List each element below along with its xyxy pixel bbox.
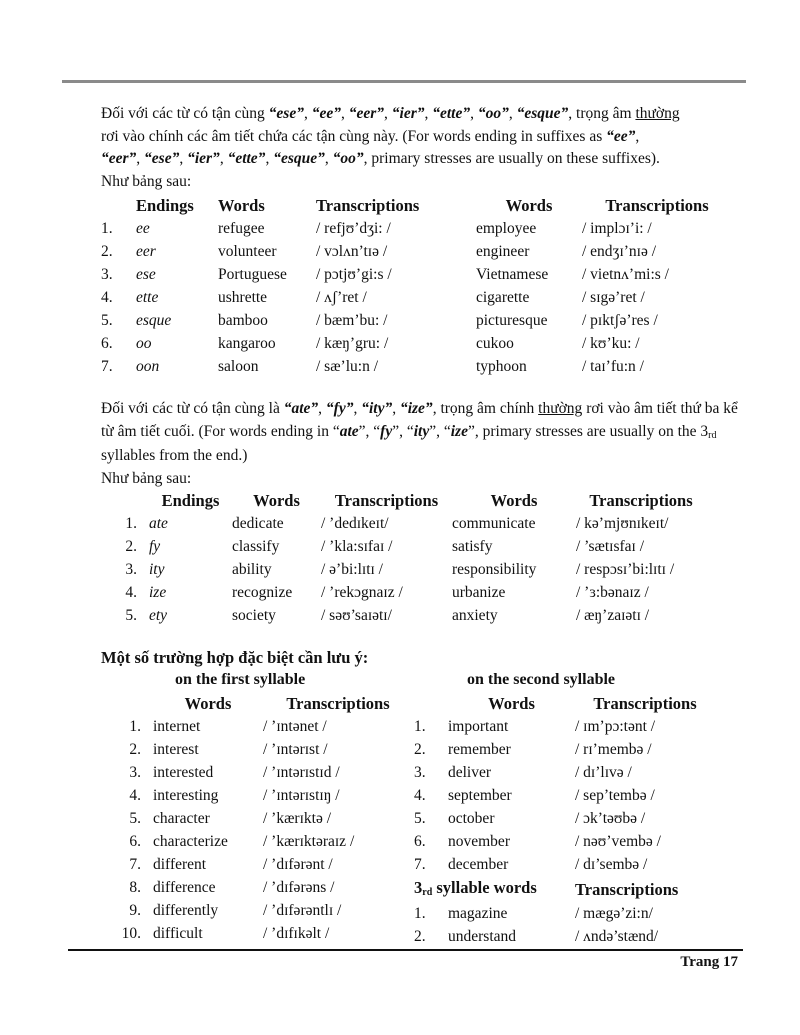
row-number: 8.: [129, 879, 141, 896]
table-cell: december: [448, 856, 509, 873]
bottom-rule: [68, 949, 743, 951]
table-cell: remember: [448, 741, 511, 758]
table-cell: characterize: [153, 833, 228, 850]
table-cell: recognize: [232, 584, 293, 601]
table-row: [414, 925, 715, 948]
table-row: [118, 807, 413, 830]
row-number: 1.: [125, 515, 137, 532]
table-row: [118, 830, 413, 853]
table-cell: / mægə’zi:n/: [575, 905, 653, 922]
table-cell: typhoon: [476, 358, 527, 375]
table-cell: / ’ɜ:bənaɪz /: [576, 584, 649, 601]
table-cell: / sæ’lu:n /: [316, 358, 379, 375]
table-cell: ate: [149, 515, 168, 532]
table-cell: / ’rekɔgnaɪz /: [321, 584, 403, 601]
table-cell: saloon: [218, 358, 259, 375]
table-cell: / dɪ’sembə /: [575, 856, 648, 873]
table-cell: / refjʊ’dʒi: /: [316, 220, 391, 237]
table-cell: / endʒɪ’nɪə /: [582, 243, 657, 260]
table-cell: ety: [149, 607, 168, 624]
table-row: [118, 922, 413, 945]
table-cell: eer: [136, 243, 156, 260]
row-number: 4.: [414, 787, 426, 804]
table-row: [101, 355, 732, 378]
table-cell: ese: [136, 266, 156, 283]
table-cell: / ’dɪfɪkəlt /: [263, 925, 330, 942]
table-cell: october: [448, 810, 495, 827]
table-cell: ize: [149, 584, 167, 601]
table-header-row: [414, 692, 715, 715]
row-number: 4.: [125, 584, 137, 601]
table-cell: cigarette: [476, 289, 530, 306]
table-cell: november: [448, 833, 510, 850]
col-endings: Endings: [161, 491, 220, 510]
suffix-table: [101, 194, 732, 378]
second-syllable-heading: on the second syllable: [467, 671, 616, 688]
table-cell: / səʊ’saɪətɪ/: [321, 607, 392, 624]
table-cell: volunteer: [218, 243, 277, 260]
row-number: 2.: [414, 741, 426, 758]
col-transcriptions: Transcriptions: [575, 879, 679, 899]
table-cell: differently: [153, 902, 219, 919]
table-row: [118, 784, 413, 807]
table-row: [101, 263, 732, 286]
table-cell: / sɪgə’ret /: [582, 289, 645, 306]
table-cell: internet: [153, 718, 201, 735]
table-cell: difference: [153, 879, 216, 896]
table-row: [118, 876, 413, 899]
table-cell: Portuguese: [218, 266, 287, 283]
table-cell: ette: [136, 289, 159, 306]
table-cell: / vɔlʌn’tɪə /: [316, 243, 388, 260]
table-cell: interesting: [153, 787, 219, 804]
table-cell: oon: [136, 358, 160, 375]
col-transcriptions: Transcriptions: [593, 694, 697, 713]
table-cell: / rɪ’membə /: [575, 741, 652, 758]
table-cell: oo: [136, 335, 152, 352]
table-cell: / ə’bi:lɪtɪ /: [321, 561, 383, 578]
table-cell: / kæŋ’gru: /: [316, 335, 389, 352]
col-transcriptions: Transcriptions: [605, 196, 709, 215]
row-number: 7.: [129, 856, 141, 873]
table-cell: ability: [232, 561, 272, 578]
table-cell: different: [153, 856, 207, 873]
table-cell: / dɪ’lɪvə /: [575, 764, 632, 781]
table-cell: / nəʊ’vembə /: [575, 833, 661, 850]
row-number: 2.: [125, 538, 137, 555]
table-cell: / ’dɪfərəns /: [263, 879, 335, 896]
table-cell: / ’ɪntərɪst /: [263, 741, 328, 758]
table-cell: esque: [136, 312, 172, 329]
table-row: [414, 738, 715, 761]
row-number: 4.: [101, 289, 113, 306]
table-row: [101, 286, 732, 309]
table-cell: responsibility: [452, 561, 537, 578]
row-number: 2.: [414, 928, 426, 945]
table-row: [118, 738, 413, 761]
row-number: 6.: [129, 833, 141, 850]
table-cell: ushrette: [218, 289, 268, 306]
table-header-row: [101, 194, 732, 217]
table-row: [101, 332, 732, 355]
table-cell: understand: [448, 928, 517, 945]
table-row: [101, 240, 732, 263]
table-row: [414, 807, 715, 830]
row-number: 4.: [129, 787, 141, 804]
row-number: 3.: [125, 561, 137, 578]
table-cell: dedicate: [232, 515, 284, 532]
table-cell: / ɪm’pɔ:tənt /: [575, 718, 656, 735]
table-cell: / kʊ’ku: /: [582, 335, 640, 352]
page-number: Trang 17: [680, 954, 738, 970]
table-cell: / ’ɪntənet /: [263, 718, 327, 735]
row-number: 2.: [129, 741, 141, 758]
table-cell: / bæm’bu: /: [316, 312, 388, 329]
table-cell: / taɪ’fu:n /: [582, 358, 644, 375]
table-row: [414, 784, 715, 807]
table-row: [118, 581, 706, 604]
table-cell: satisfy: [452, 538, 493, 555]
first-syllable-heading: on the first syllable: [175, 671, 306, 688]
third-syllable-heading: $3_{rd}$ syllable words: [414, 878, 537, 898]
table-cell: refugee: [218, 220, 265, 237]
table-cell: urbanize: [452, 584, 506, 601]
table-cell: / ’sætɪsfaɪ /: [576, 538, 645, 555]
table-cell: / ’kærɪktə /: [263, 810, 332, 827]
table-cell: classify: [232, 538, 280, 555]
table-cell: / ’dɪfərənt /: [263, 856, 333, 873]
table-row: [118, 899, 413, 922]
col-words: Words: [218, 196, 265, 215]
top-rule: [62, 80, 746, 83]
table-cell: important: [448, 718, 509, 735]
table-cell: september: [448, 787, 512, 804]
table-cell: bamboo: [218, 312, 268, 329]
col-words: Words: [490, 491, 538, 510]
table-row: [101, 217, 732, 240]
table-cell: / ʌndə’stænd/: [575, 928, 659, 945]
table-cell: / ’ɪntərɪstɪd /: [263, 764, 340, 781]
table-cell: / respɔsɪ’bi:lɪtɪ /: [576, 561, 675, 578]
table-cell: society: [232, 607, 276, 624]
col-transcriptions: Transcriptions: [286, 694, 390, 713]
table-cell: magazine: [448, 905, 508, 922]
first-syllable-table: [118, 692, 413, 945]
table-row: [118, 853, 413, 876]
row-number: 7.: [414, 856, 426, 873]
table-cell: character: [153, 810, 210, 827]
row-number: 3.: [101, 266, 113, 283]
table-header-row: [118, 692, 413, 715]
table-header-row: [118, 489, 706, 512]
col-words: Words: [253, 491, 300, 510]
table-cell: interest: [153, 741, 199, 758]
table-row: [118, 604, 706, 627]
table-row: [414, 902, 715, 925]
table-cell: / ʌʃ’ret /: [316, 289, 367, 306]
row-number: 9.: [129, 902, 141, 919]
row-number: 1.: [414, 718, 426, 735]
col-endings: Endings: [136, 196, 194, 215]
table-row: [101, 309, 732, 332]
table-cell: communicate: [452, 515, 536, 532]
paragraph-third-from-end: Đối với các từ có tận cùng là “ate”, “fy”, “ity”, “ize”, trọng âm chính thường rơi vào âm tiết thứ ba kể từ âm tiết cuối. (For words ending in “ate”, “fy”, “ity”, “ize”, primary stresses are usually on the $3_{rd}$ syllables from the end.) Như bảng sau:: [101, 400, 738, 487]
row-number: 6.: [414, 833, 426, 850]
table-row: [118, 558, 706, 581]
table-cell: / ’ɪntərɪstɪŋ /: [263, 787, 340, 804]
table-cell: / ’dedɪkeɪt/: [321, 515, 389, 532]
table-cell: fy: [149, 538, 161, 555]
third-syllable-header-row: [414, 876, 715, 902]
second-syllable-table: [414, 692, 715, 948]
row-number: 2.: [101, 243, 113, 260]
row-number: 3.: [129, 764, 141, 781]
row-number: 6.: [101, 335, 113, 352]
table-row: [414, 830, 715, 853]
table-row: [414, 853, 715, 876]
table-cell: kangaroo: [218, 335, 276, 352]
row-number: 1.: [129, 718, 141, 735]
row-number: 5.: [125, 607, 137, 624]
table-cell: engineer: [476, 243, 530, 260]
row-number: 5.: [129, 810, 141, 827]
section-title: Một số trường hợp đặc biệt cần lưu ý:: [101, 648, 369, 667]
table-cell: picturesque: [476, 312, 548, 329]
table-row: [414, 761, 715, 784]
col-transcriptions: Transcriptions: [316, 196, 420, 215]
row-number: 3.: [414, 764, 426, 781]
row-number: 5.: [101, 312, 113, 329]
table-row: [118, 715, 413, 738]
table-cell: interested: [153, 764, 214, 781]
row-number: 1.: [101, 220, 113, 237]
table-cell: deliver: [448, 764, 492, 781]
table-row: [118, 761, 413, 784]
table-cell: / pɔtjʊ’gi:s /: [316, 266, 392, 283]
table-row: [118, 535, 706, 558]
table-cell: / sep’tembə /: [575, 787, 655, 804]
col-words: Words: [505, 196, 553, 215]
col-transcriptions: Transcriptions: [589, 491, 693, 510]
col-transcriptions: Transcriptions: [334, 491, 439, 510]
row-number: 1.: [414, 905, 426, 922]
table-row: [118, 512, 706, 535]
row-number: 7.: [101, 358, 113, 375]
row-number: 10.: [121, 925, 141, 942]
col-words: Words: [184, 694, 232, 713]
paragraph-suffix-stress: Đối với các từ có tận cùng “ese”, “ee”, “eer”, “ier”, “ette”, “oo”, “esque”, trọng âm thường rơi vào chính các âm tiết chứa các tận cùng này. (For words ending in suffixes as “ee”, “eer”, “ese”, “ier”, “ette”, “esque”, “oo”, primary stresses are usually on these suffixes). Như bảng sau:: [101, 105, 680, 190]
table-cell: / vietnʌ’mi:s /: [582, 266, 669, 283]
table-cell: anxiety: [452, 607, 498, 624]
table-cell: / pɪktʃə’res /: [582, 312, 658, 329]
table-cell: ee: [136, 220, 150, 237]
table-cell: / ’kærɪktəraɪz /: [263, 833, 355, 850]
row-number: 5.: [414, 810, 426, 827]
table-row: [414, 715, 715, 738]
table-cell: cukoo: [476, 335, 514, 352]
table-cell: / æŋ’zaɪətɪ /: [576, 607, 650, 624]
col-words: Words: [488, 694, 535, 713]
table-cell: employee: [476, 220, 537, 237]
suffix-table-2: [118, 489, 706, 627]
table-cell: / ’kla:sɪfaɪ /: [321, 538, 393, 555]
table-cell: / implɔɪ’i: /: [582, 220, 652, 237]
table-cell: / ’dɪfərəntlɪ /: [263, 902, 342, 919]
table-cell: / ɔk’təʊbə /: [575, 810, 646, 827]
table-cell: difficult: [153, 925, 203, 942]
table-cell: / kə’mjʊnɪkeɪt/: [576, 515, 669, 532]
table-cell: Vietnamese: [476, 266, 549, 283]
table-cell: ity: [149, 561, 165, 578]
